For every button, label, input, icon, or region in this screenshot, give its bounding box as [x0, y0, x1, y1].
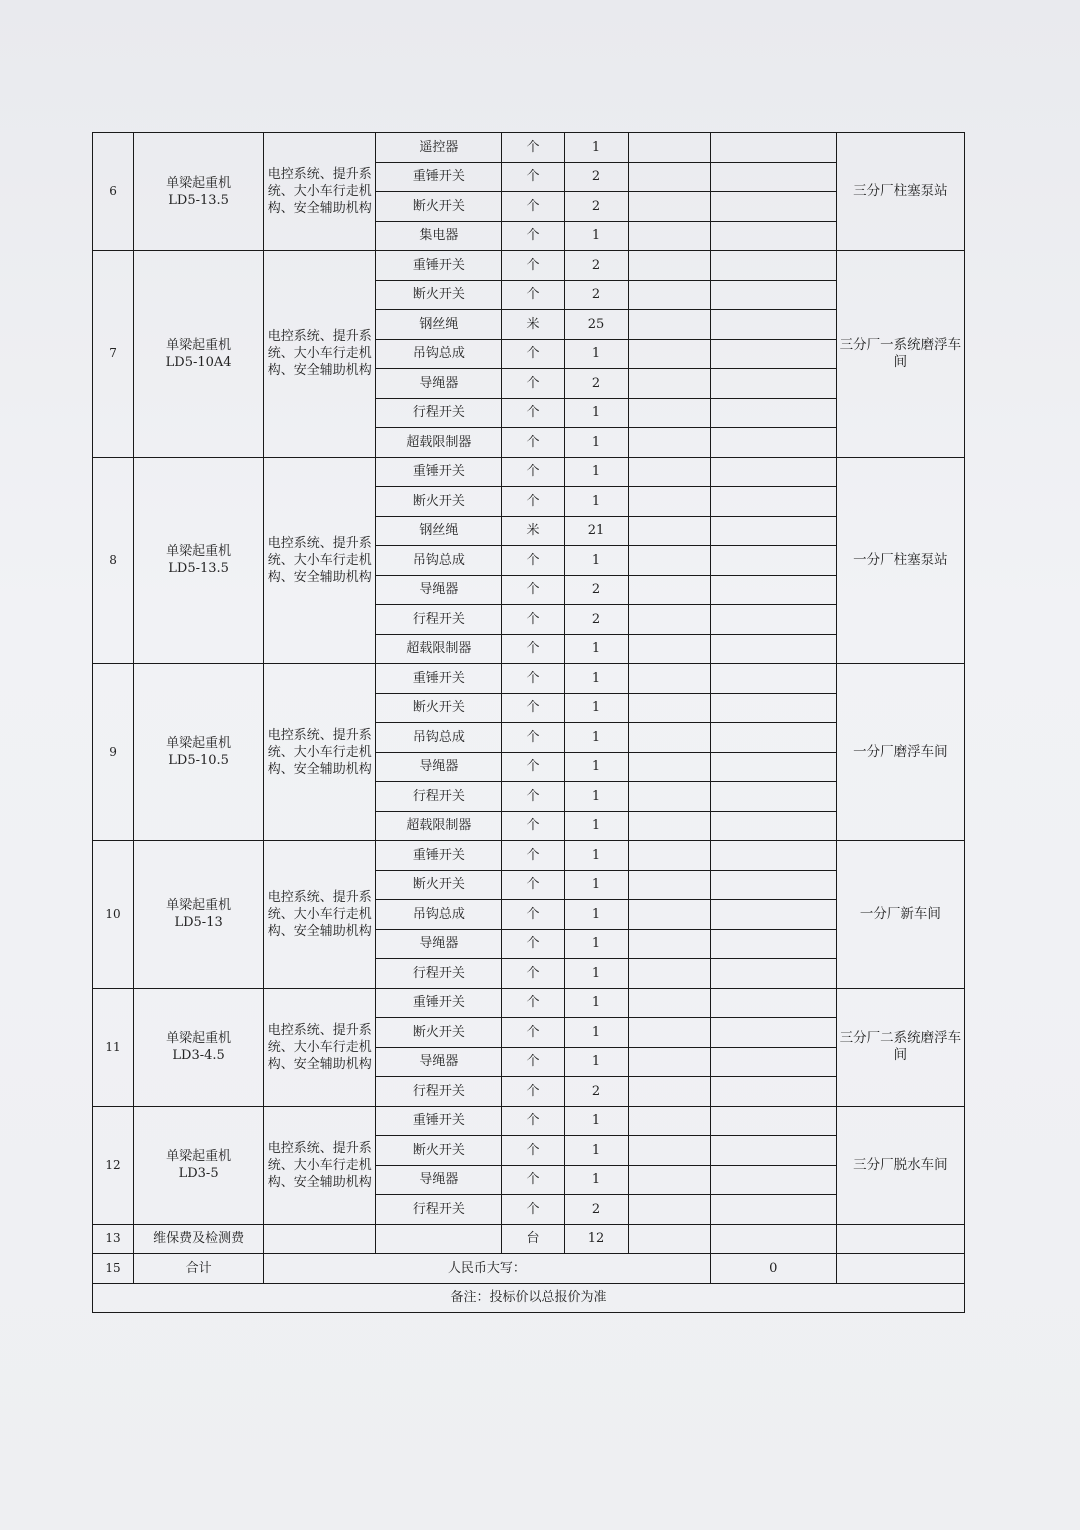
table-row [93, 1106, 965, 1136]
part-name: 吊钩总成 [376, 900, 502, 930]
unit-price-cell [628, 1224, 710, 1254]
amount-cell [710, 1077, 836, 1107]
equipment-type: 单梁起重机 [166, 1031, 232, 1046]
part-name: 超载限制器 [376, 811, 502, 841]
equipment-name-cell [134, 988, 264, 1106]
quantity: 1 [564, 841, 628, 871]
quantity: 12 [564, 1224, 628, 1254]
table-row [93, 664, 965, 694]
amount-cell [710, 369, 836, 399]
quantity: 1 [564, 959, 628, 989]
unit: 个 [502, 782, 564, 812]
amount-cell [710, 870, 836, 900]
quantity: 1 [564, 988, 628, 1018]
amount-cell [710, 487, 836, 517]
table-row [93, 133, 965, 163]
part-name: 断火开关 [376, 870, 502, 900]
unit-price-cell [628, 1195, 710, 1225]
equipment-model: LD5-10A4 [165, 354, 232, 370]
unit: 个 [502, 1165, 564, 1195]
unit: 个 [502, 929, 564, 959]
location: 三分厂一系统磨浮车间 [836, 251, 964, 458]
unit: 台 [502, 1224, 564, 1254]
part-name: 集电器 [376, 221, 502, 251]
item-number: 7 [93, 251, 134, 458]
unit-price-cell [628, 546, 710, 576]
location: 三分厂柱塞泵站 [836, 133, 964, 251]
amount-cell [710, 1047, 836, 1077]
quantity: 1 [564, 487, 628, 517]
quantity: 1 [564, 929, 628, 959]
unit: 个 [502, 133, 564, 163]
amount-cell [710, 339, 836, 369]
unit: 个 [502, 959, 564, 989]
unit: 个 [502, 811, 564, 841]
equipment-name-cell [134, 841, 264, 989]
equipment-name-cell [134, 664, 264, 841]
table-row [93, 1224, 965, 1254]
amount-cell [710, 1018, 836, 1048]
maintenance-scope: 电控系统、提升系统、大小车行走机构、安全辅助机构 [264, 457, 376, 664]
unit-price-cell [628, 280, 710, 310]
part-name: 超载限制器 [376, 634, 502, 664]
part-name: 重锤开关 [376, 251, 502, 281]
quantity: 1 [564, 664, 628, 694]
unit: 个 [502, 664, 564, 694]
part-name: 行程开关 [376, 398, 502, 428]
unit-price-cell [628, 339, 710, 369]
total-label: 合计 [134, 1254, 264, 1284]
unit-price-cell [628, 752, 710, 782]
quantity: 1 [564, 133, 628, 163]
table-row [93, 988, 965, 1018]
amount-cell [710, 1224, 836, 1254]
amount-cell [710, 398, 836, 428]
amount-cell [710, 280, 836, 310]
location: 一分厂新车间 [836, 841, 964, 989]
amount-cell [710, 516, 836, 546]
unit: 个 [502, 841, 564, 871]
amount-cell [710, 1136, 836, 1166]
unit: 个 [502, 1018, 564, 1048]
amount-cell [710, 457, 836, 487]
equipment-model: LD5-13.5 [168, 192, 229, 208]
part-name: 行程开关 [376, 782, 502, 812]
empty-cell [836, 1254, 964, 1284]
amount-cell [710, 221, 836, 251]
unit: 个 [502, 723, 564, 753]
unit-price-cell [628, 605, 710, 635]
item-number: 10 [93, 841, 134, 989]
empty-cell [376, 1224, 502, 1254]
part-name: 断火开关 [376, 1136, 502, 1166]
item-number: 15 [93, 1254, 134, 1284]
equipment-name-cell [134, 457, 264, 664]
equipment-type: 单梁起重机 [166, 337, 232, 353]
unit-price-cell [628, 870, 710, 900]
item-number: 6 [93, 133, 134, 251]
part-name: 重锤开关 [376, 841, 502, 871]
amount-cell [710, 988, 836, 1018]
maintenance-scope: 电控系统、提升系统、大小车行走机构、安全辅助机构 [264, 664, 376, 841]
amount-cell [710, 752, 836, 782]
unit-price-cell [628, 162, 710, 192]
maintenance-scope: 电控系统、提升系统、大小车行走机构、安全辅助机构 [264, 1106, 376, 1224]
unit-price-cell [628, 723, 710, 753]
table-body [93, 133, 965, 1313]
total-amount: 0 [710, 1254, 836, 1284]
amount-cell [710, 811, 836, 841]
unit: 个 [502, 693, 564, 723]
equipment-model: LD3-4.5 [172, 1048, 225, 1063]
unit-price-cell [628, 133, 710, 163]
amount-cell [710, 664, 836, 694]
amount-cell [710, 1195, 836, 1225]
quantity: 1 [564, 1018, 628, 1048]
maintenance-scope: 电控系统、提升系统、大小车行走机构、安全辅助机构 [264, 841, 376, 989]
equipment-name-cell [134, 133, 264, 251]
part-name: 吊钩总成 [376, 546, 502, 576]
part-name: 行程开关 [376, 605, 502, 635]
part-name: 遥控器 [376, 133, 502, 163]
equipment-type: 单梁起重机 [166, 1149, 232, 1164]
unit-price-cell [628, 959, 710, 989]
unit: 米 [502, 516, 564, 546]
unit-price-cell [628, 575, 710, 605]
quantity: 1 [564, 1165, 628, 1195]
quantity: 2 [564, 1195, 628, 1225]
unit-price-cell [628, 398, 710, 428]
unit: 个 [502, 192, 564, 222]
location: 三分厂脱水车间 [836, 1106, 964, 1224]
unit: 个 [502, 221, 564, 251]
location: 三分厂二系统磨浮车间 [836, 988, 964, 1106]
part-name: 吊钩总成 [376, 339, 502, 369]
quantity: 1 [564, 1136, 628, 1166]
part-name: 吊钩总成 [376, 723, 502, 753]
equipment-model: LD5-10.5 [168, 753, 229, 768]
quantity: 1 [564, 428, 628, 458]
quotation-table [92, 132, 965, 1313]
quantity: 2 [564, 369, 628, 399]
table-row [93, 457, 965, 487]
unit: 个 [502, 1106, 564, 1136]
item-number: 11 [93, 988, 134, 1106]
unit: 个 [502, 752, 564, 782]
location: 一分厂柱塞泵站 [836, 457, 964, 664]
part-name: 断火开关 [376, 693, 502, 723]
unit: 个 [502, 634, 564, 664]
quantity: 1 [564, 870, 628, 900]
unit-price-cell [628, 1136, 710, 1166]
part-name: 超载限制器 [376, 428, 502, 458]
item-number: 9 [93, 664, 134, 841]
rmb-uppercase-label: 人民币大写： [264, 1254, 710, 1284]
quantity: 1 [564, 782, 628, 812]
part-name: 行程开关 [376, 1195, 502, 1225]
quantity: 2 [564, 192, 628, 222]
unit: 个 [502, 1136, 564, 1166]
part-name: 断火开关 [376, 280, 502, 310]
unit-price-cell [628, 487, 710, 517]
unit: 个 [502, 162, 564, 192]
quantity: 1 [564, 634, 628, 664]
unit: 个 [502, 428, 564, 458]
unit: 个 [502, 398, 564, 428]
empty-cell [264, 1224, 376, 1254]
quantity: 1 [564, 339, 628, 369]
equipment-model: LD3-5 [178, 1166, 219, 1181]
equipment-type: 单梁起重机 [166, 898, 232, 914]
unit-price-cell [628, 221, 710, 251]
equipment-name-cell [134, 1106, 264, 1224]
amount-cell [710, 841, 836, 871]
table-row [93, 251, 965, 281]
amount-cell [710, 959, 836, 989]
maintenance-scope: 电控系统、提升系统、大小车行走机构、安全辅助机构 [264, 988, 376, 1106]
equipment-model: LD5-13.5 [168, 561, 229, 577]
location [836, 1224, 964, 1254]
amount-cell [710, 634, 836, 664]
unit: 个 [502, 900, 564, 930]
unit-price-cell [628, 369, 710, 399]
unit-price-cell [628, 192, 710, 222]
part-name: 钢丝绳 [376, 516, 502, 546]
amount-cell [710, 900, 836, 930]
item-number: 8 [93, 457, 134, 664]
amount-cell [710, 251, 836, 281]
amount-cell [710, 575, 836, 605]
quantity: 1 [564, 546, 628, 576]
amount-cell [710, 162, 836, 192]
amount-cell [710, 1165, 836, 1195]
unit-price-cell [628, 988, 710, 1018]
unit: 个 [502, 870, 564, 900]
quantity: 1 [564, 723, 628, 753]
quantity: 2 [564, 280, 628, 310]
part-name: 断火开关 [376, 487, 502, 517]
unit: 个 [502, 1195, 564, 1225]
part-name: 行程开关 [376, 959, 502, 989]
unit-price-cell [628, 1047, 710, 1077]
unit-price-cell [628, 841, 710, 871]
unit: 个 [502, 280, 564, 310]
unit: 个 [502, 1077, 564, 1107]
maintenance-fee-label: 维保费及检测费 [134, 1224, 264, 1254]
maintenance-scope: 电控系统、提升系统、大小车行走机构、安全辅助机构 [264, 133, 376, 251]
unit-price-cell [628, 428, 710, 458]
amount-cell [710, 1106, 836, 1136]
quantity: 1 [564, 693, 628, 723]
quantity: 1 [564, 398, 628, 428]
part-name: 重锤开关 [376, 162, 502, 192]
quantity: 2 [564, 162, 628, 192]
maintenance-scope: 电控系统、提升系统、大小车行走机构、安全辅助机构 [264, 251, 376, 458]
unit-price-cell [628, 516, 710, 546]
unit: 个 [502, 575, 564, 605]
table-row [93, 841, 965, 871]
unit-price-cell [628, 929, 710, 959]
part-name: 行程开关 [376, 1077, 502, 1107]
amount-cell [710, 310, 836, 340]
unit: 个 [502, 546, 564, 576]
amount-cell [710, 782, 836, 812]
quantity: 1 [564, 752, 628, 782]
unit-price-cell [628, 782, 710, 812]
unit: 个 [502, 251, 564, 281]
quantity: 25 [564, 310, 628, 340]
remark: 备注：投标价以总报价为准 [93, 1283, 965, 1313]
unit-price-cell [628, 1106, 710, 1136]
location: 一分厂磨浮车间 [836, 664, 964, 841]
quantity: 2 [564, 575, 628, 605]
unit: 个 [502, 1047, 564, 1077]
part-name: 钢丝绳 [376, 310, 502, 340]
equipment-model: LD5-13 [174, 915, 223, 931]
unit-price-cell [628, 1077, 710, 1107]
quantity: 1 [564, 457, 628, 487]
unit-price-cell [628, 1018, 710, 1048]
amount-cell [710, 723, 836, 753]
part-name: 导绳器 [376, 369, 502, 399]
unit-price-cell [628, 811, 710, 841]
part-name: 重锤开关 [376, 664, 502, 694]
unit-price-cell [628, 634, 710, 664]
quantity: 2 [564, 251, 628, 281]
quantity: 1 [564, 811, 628, 841]
equipment-type: 单梁起重机 [166, 175, 232, 191]
quantity: 1 [564, 900, 628, 930]
unit: 个 [502, 605, 564, 635]
part-name: 导绳器 [376, 1165, 502, 1195]
amount-cell [710, 133, 836, 163]
table-row [93, 1254, 965, 1284]
unit: 个 [502, 369, 564, 399]
unit: 个 [502, 487, 564, 517]
item-number: 12 [93, 1106, 134, 1224]
part-name: 重锤开关 [376, 457, 502, 487]
part-name: 导绳器 [376, 929, 502, 959]
part-name: 导绳器 [376, 1047, 502, 1077]
unit-price-cell [628, 664, 710, 694]
unit-price-cell [628, 1165, 710, 1195]
part-name: 断火开关 [376, 1018, 502, 1048]
unit-price-cell [628, 310, 710, 340]
part-name: 重锤开关 [376, 1106, 502, 1136]
quantity: 1 [564, 1047, 628, 1077]
item-number: 13 [93, 1224, 134, 1254]
quantity: 21 [564, 516, 628, 546]
unit: 米 [502, 310, 564, 340]
amount-cell [710, 605, 836, 635]
unit: 个 [502, 339, 564, 369]
part-name: 导绳器 [376, 752, 502, 782]
unit-price-cell [628, 457, 710, 487]
unit-price-cell [628, 251, 710, 281]
quantity: 2 [564, 605, 628, 635]
part-name: 导绳器 [376, 575, 502, 605]
part-name: 重锤开关 [376, 988, 502, 1018]
table-row [93, 1283, 965, 1313]
amount-cell [710, 546, 836, 576]
unit: 个 [502, 988, 564, 1018]
part-name: 断火开关 [376, 192, 502, 222]
equipment-type: 单梁起重机 [166, 736, 232, 751]
unit: 个 [502, 457, 564, 487]
unit-price-cell [628, 693, 710, 723]
equipment-name-cell [134, 251, 264, 458]
unit-price-cell [628, 900, 710, 930]
amount-cell [710, 192, 836, 222]
quantity: 1 [564, 1106, 628, 1136]
quantity: 1 [564, 221, 628, 251]
amount-cell [710, 929, 836, 959]
amount-cell [710, 428, 836, 458]
equipment-type: 单梁起重机 [166, 544, 232, 560]
quantity: 2 [564, 1077, 628, 1107]
amount-cell [710, 693, 836, 723]
